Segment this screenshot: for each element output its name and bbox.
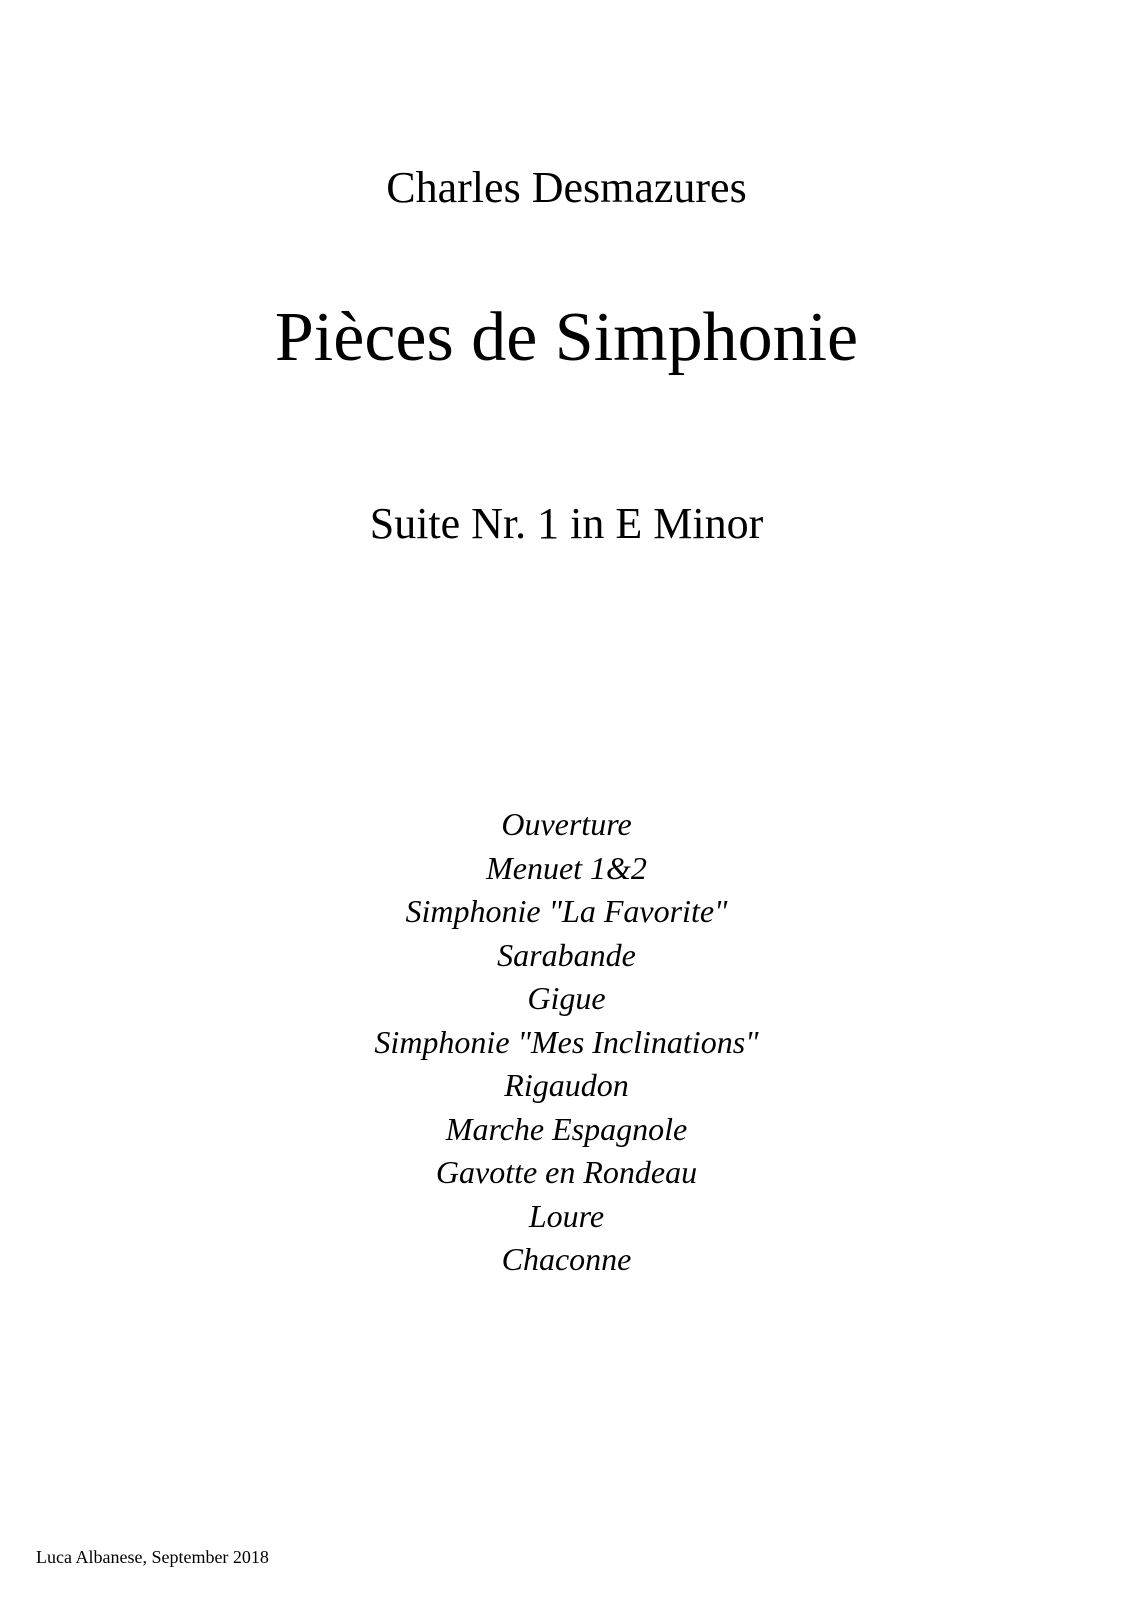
movement-item: Chaconne: [501, 1241, 632, 1277]
editor-credit: Luca Albanese, September 2018: [36, 1547, 269, 1567]
movement-list: [0, 803, 1133, 1282]
page-title: Pièces de Simphonie: [274, 299, 859, 376]
movement-item: Loure: [528, 1197, 605, 1234]
suite-subtitle: Suite Nr. 1 in E Minor: [369, 499, 764, 548]
movement-item: Sarabande: [497, 936, 636, 973]
movement-item: Marche Espagnole: [445, 1110, 688, 1147]
composer-name: Charles Desmazures: [386, 163, 747, 212]
movement-item: Gigue: [527, 980, 606, 1016]
movement-item: Ouverture: [501, 806, 632, 842]
movement-item: Gavotte en Rondeau: [435, 1154, 698, 1190]
movement-item: Simphonie "La Favorite": [405, 893, 728, 929]
movement-item: Rigaudon: [504, 1067, 629, 1103]
movement-item: Simphonie "Mes Inclinations": [374, 1023, 759, 1060]
movement-item: Menuet 1&2: [486, 849, 647, 886]
